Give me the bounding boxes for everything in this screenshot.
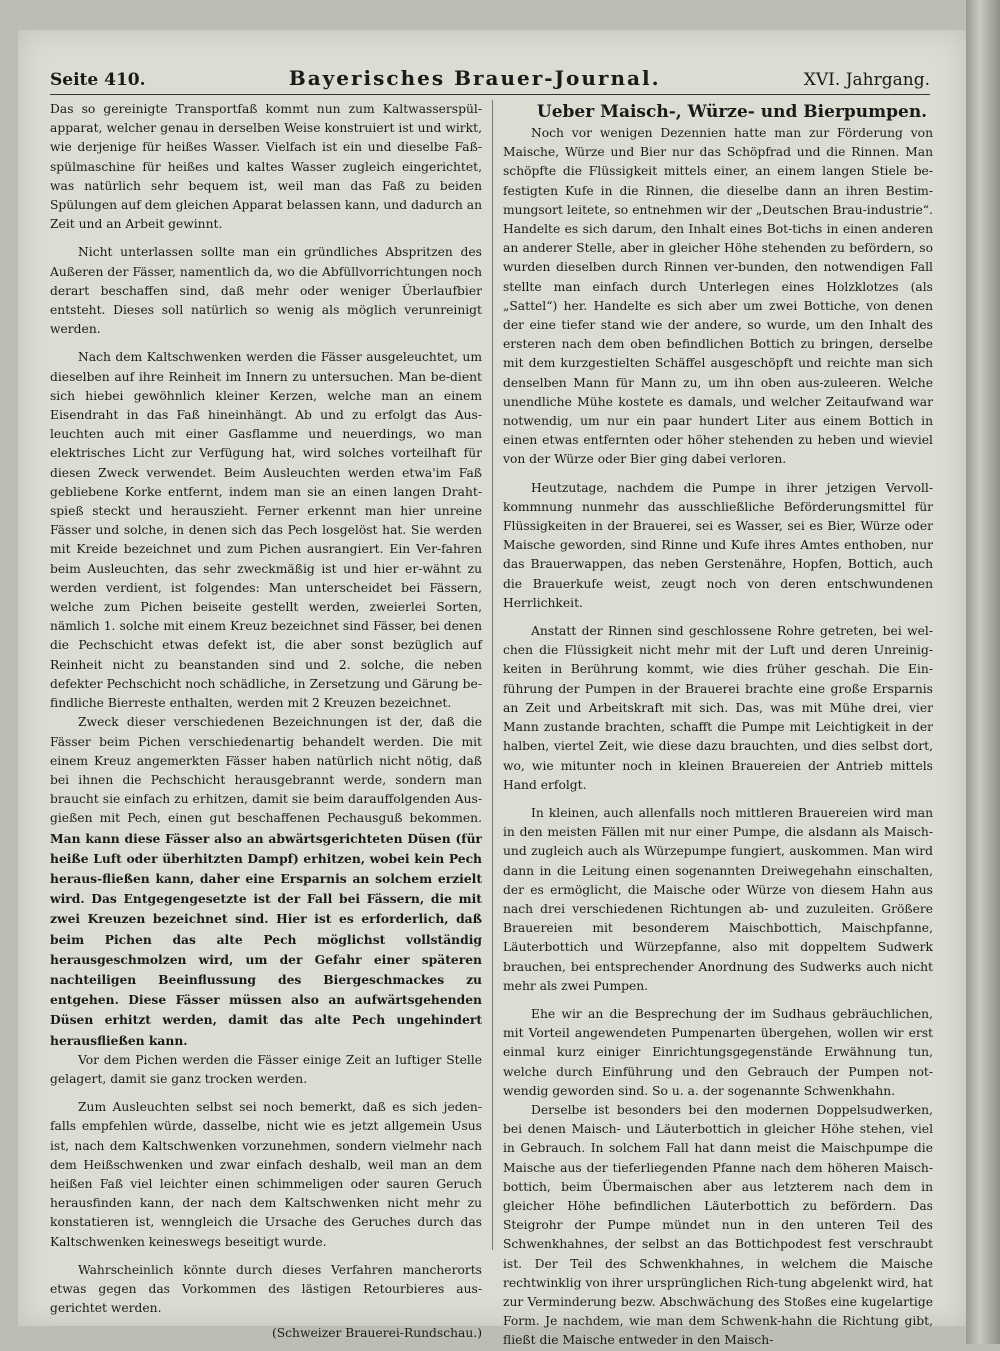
column-divider [492, 100, 493, 1250]
paragraph: Zum Ausleuchten selbst sei noch bemerkt, daß es sich jeden-falls empfehlen würde, dasselbe, nicht wie es jetzt allgemein Usus ist, nach dem Kaltschwenken vorzunehmen, sondern vielmehr nach dem Heißschwenken und zwar einfach deshalb, weil man an dem heißen Faß viel leichter einen schimmeligen oder sauren Geruch herausfinden kann, der nach dem Kaltschwenken nicht mehr zu konstatieren ist, wenngleich die Ursache des Geruches durch das Kaltschwenken keineswegs beseitigt wurde. [50, 1100, 482, 1249]
paragraph: Anstatt der Rinnen sind geschlossene Rohre getreten, bei wel-chen die Flüssigkeit nicht mehr mit der Luft und deren Unreinig-keiten in Berührung kommt, wie dies früher geschah. Die Ein-führung der Pumpen in der Brauerei brachte eine große Ersparnis an Zeit und Arbeitskraft mit sich. Das, was mit Mühe drei, vier Mann zustande brachten, schafft die Pumpe mit Leichtigkeit in der halben, viertel Zeit, wie diese dazu brauchten, und dies selbst dort, wo, wie mitunter noch in kleinen Brauereien der Antrieb mittels Hand erfolgt. [503, 624, 933, 792]
paragraph: Heutzutage, nachdem die Pumpe in ihrer jetzigen Vervoll-kommnung nunmehr das ausschließliche Beförderungsmittel für Flüssigkeiten in der Brauerei, sei es Wasser, sei es Bier, Würze oder Maische geworden, sind Rinne und Kufe ihres Amtes enthoben, nur das Brauerwappen, das neben Gerstenähre, Hopfen, Bottich, auch die Brauerkufe weist, zeugt noch von deren entschwundenen Herrlichkeit. [503, 480, 933, 610]
paragraph: Derselbe ist besonders bei den modernen Doppelsudwerken, bei denen Maisch- und Läuterbottich in gleicher Höhe stehen, viel in Gebrauch. In solchem Fall hat dann meist die Maischpumpe die Maische aus der tieferliegenden Pfanne nach dem höheren Maisch-bottich, beim Übermaischen aber aus letzterem nach dem in gleicher Höhe befindlichen Läuterbottich zu befördern. Das Steigrohr der Pumpe mündet nun in den unteren Teil des Schwenkhahnes, der selbst an das Bottichpodest fest verschraubt ist. Der Teil des Schwenkhahnes, in welchem die Maische rechtwinklig von ihrer ursprünglichen Rich-tung abgelenkt wird, hat zur Verminderung bezw. Abschwächung des Stoßes eine kugelartige Form. Je nachdem, wie man dem Schwenk-hahn die Richtung gibt, fließt die Maische entweder in den Maisch- [503, 1102, 933, 1348]
page-number: Seite 410. [50, 70, 146, 90]
paragraph: In kleinen, auch allenfalls noch mittleren Brauereien wird man in den meisten Fällen mit nur einer Pumpe, die alsdann als Maisch- und zugleich auch als Würzepumpe fungiert, auskommen. Man wird dann in die Leitung einen sogenannten Dreiwegehahn einschalten, der es ermöglicht, die Maische oder Würze von diesem Hahn aus nach drei verschiedenen Richtungen ab- und zuzuleiten. Größere Brauereien mit besonderem Maischbottich, Maischpfanne, Läuterbottich und Würzepfanne, also mit doppeltem Sudwerk brauchen, bei entsprechender Anordnung des Sudwerks auch nicht mehr als zwei Pumpen. [503, 805, 933, 993]
source-citation: (Schweizer Brauerei-Rundschau.) [271, 1326, 482, 1341]
paragraph [50, 713, 482, 1050]
paragraph: Nicht unterlassen sollte man ein gründliches Abspritzen des Außeren der Fässer, namentlich da, wo die Abfüllvorrichtungen noch derart beschaffen sind, daß mehr oder weniger Überlaufbier entsteht. Dieses soll natürlich so wenig als möglich verunreinigt werden. [50, 245, 482, 337]
paragraph: Nach dem Kaltschwenken werden die Fässer ausgeleuchtet, um dieselben auf ihre Reinheit im Innern zu untersuchen. Man be-dient sich hiebei gewöhnlich kleiner Kerzen, welche man an einem Eisendraht in das Faß hineinhängt. Ab und zu erfolgt das Aus-leuchten auch mit einer Gasflamme und neuerdings, wo man elektrisches Licht zur Verfügung hat, wird solches vorteilhaft für diesen Zweck verwendet. Beim Ausleuchten werden etwa'im Faß gebliebene Korke entfernt, indem man sie an einen langen Draht-spieß steckt und herauszieht. Ferner erkennt man hier unreine Fässer und solche, in denen sich das Pech losgelöst hat. Sie werden mit Kreide bezeichnet und zum Pichen ausrangiert. Ein Ver-fahren beim Ausleuchten, das sehr zweckmäßig ist und hier er-wähnt zu werden verdient, ist folgendes: Man unterscheidet bei Fässern, welche zum Pichen beiseite gestellt werden, zweierlei Sorten, nämlich 1. solche mit einem Kreuz bezeichnet sind Fässer, bei denen die Pechschicht etwas defekt ist, die aber sonst bezüglich auf Reinheit nicht zu beanstanden sind und 2. solche, die neben defekter Pechschicht noch schädliche, in Zersetzung und Gärung be-findliche Bierreste enthalten, werden mit 2 Kreuzen bezeichnet. [50, 350, 482, 711]
bold-text: Man kann diese Fässer also an abwärtsgerichteten Düsen (für heiße Luft oder überhitzten Dampf) erhitzen, wobei kein Pech heraus-fließen kann, daher eine Ersparnis an solchem erzielt wird. Das Entgegengesetzte ist der Fall bei Fässern, die mit zwei Kreuzen bezeichnet sind. Hier ist es erforderlich, daß beim Pichen das alte Pech möglichst vollständig herausgeschmolzen wird, um der Gefahr einer späteren nachteiligen Beeinflussung des Biergeschmackes zu entgehen. Diese Fässer müssen also an aufwärtsgehenden Düsen erhitzt werden, damit das alte Pech ungehindert herausfließen kann. [50, 830, 482, 1048]
paragraph: Wahrscheinlich könnte durch dieses Verfahren mancherorts etwas gegen das Vorkommen des lästigen Retourbieres aus-gerichtet werden. [50, 1262, 482, 1316]
journal-title: Bayerisches Brauer-Journal. [288, 66, 661, 90]
paragraph: Das so gereinigte Transportfaß kommt nun zum Kaltwasserspül-apparat, welcher genau in derselben Weise konstruiert ist und wirkt, wie derjenige für heißes Wasser. Vielfach ist ein und dieselbe Faß-spülmaschine für heißes und kaltes Wasser zugleich eingerichtet, was natürlich sehr bequem ist, weil man das Faß zu beiden Spülungen auf dem gleichen Apparat belassen kann, und dadurch an Zeit und an Arbeit gewinnt. [50, 102, 482, 232]
left-column [50, 100, 482, 1344]
right-column [503, 100, 933, 1351]
page-header [50, 58, 930, 95]
page-edge [966, 0, 1000, 1344]
paragraph: Vor dem Pichen werden die Fässer einige Zeit an luftiger Stelle gelagert, damit sie ganz trocken werden. [50, 1052, 482, 1086]
volume-year: XVI. Jahrgang. [803, 70, 930, 90]
paragraph-text: Zweck dieser verschiedenen Bezeichnungen ist der, daß die Fässer beim Pichen verschiedenartig behandelt werden. Die mit einem Kreuz angemerkten Fässer haben natürlich nicht nötig, daß bei ihnen die Pechschicht herausgebrannt werde, sondern man braucht sie einfach zu erhitzen, damit sie beim darauffolgenden Aus-gießen mit Pech, einen gut beschaffenen Pechausguß bekommen. [50, 715, 482, 826]
paragraph: Ehe wir an die Besprechung der im Sudhaus gebräuchlichen, mit Vorteil angewendeten Pumpenarten übergehen, wollen wir erst einmal kurz einiger Einrichtungsgegenstände Erwähnung tun, welche durch Einführung und den Gebrauch der Pumpen not-wendig geworden sind. So u. a. der sogenannte Schwenkhahn. [503, 1006, 933, 1098]
article-title: Ueber Maisch-, Würze- und Bierpumpen. [536, 102, 928, 122]
paragraph: Noch vor wenigen Dezennien hatte man zur Förderung von Maische, Würze und Bier nur das Schöpfrad und die Rinnen. Man schöpfte die Flüssigkeit mittels einer, an einem langen Stiele be-festigten Kufe in die Rinnen, die dieselbe dann an ihren Bestim-mungsort leitete, so entnehmen wir der „Deutschen Brau-industrie“. Handelte es sich darum, den Inhalt eines Bot-tichs in einen anderen an anderer Stelle, aber in gleicher Höhe stehenden zu befördern, so wurden dieselben durch Rinnen ver-bunden, den notwendigen Fall stellte man einfach durch Unterlegen eines Holzklotzes (als „Sattel“) her. Handelte es sich aber um zwei Bottiche, von denen der eine tiefer stand wie der andere, so wurde, um den Inhalt des ersteren nach dem oben befindlichen Bottich zu bringen, derselbe mit dem kurzgestielten Schäffel ausgeschöpft und reichte man sich denselben Mann für Mann zu, um ihn oben aus-zuleeren. Welche unendliche Mühe kostete es damals, und welcher Zeitaufwand war notwendig, um nur ein paar hundert Liter aus einem Bottich in einen etwas entfernten oder höher stehenden zu heben und wieviel von der Würze oder Bier ging dabei verloren. [503, 126, 933, 467]
